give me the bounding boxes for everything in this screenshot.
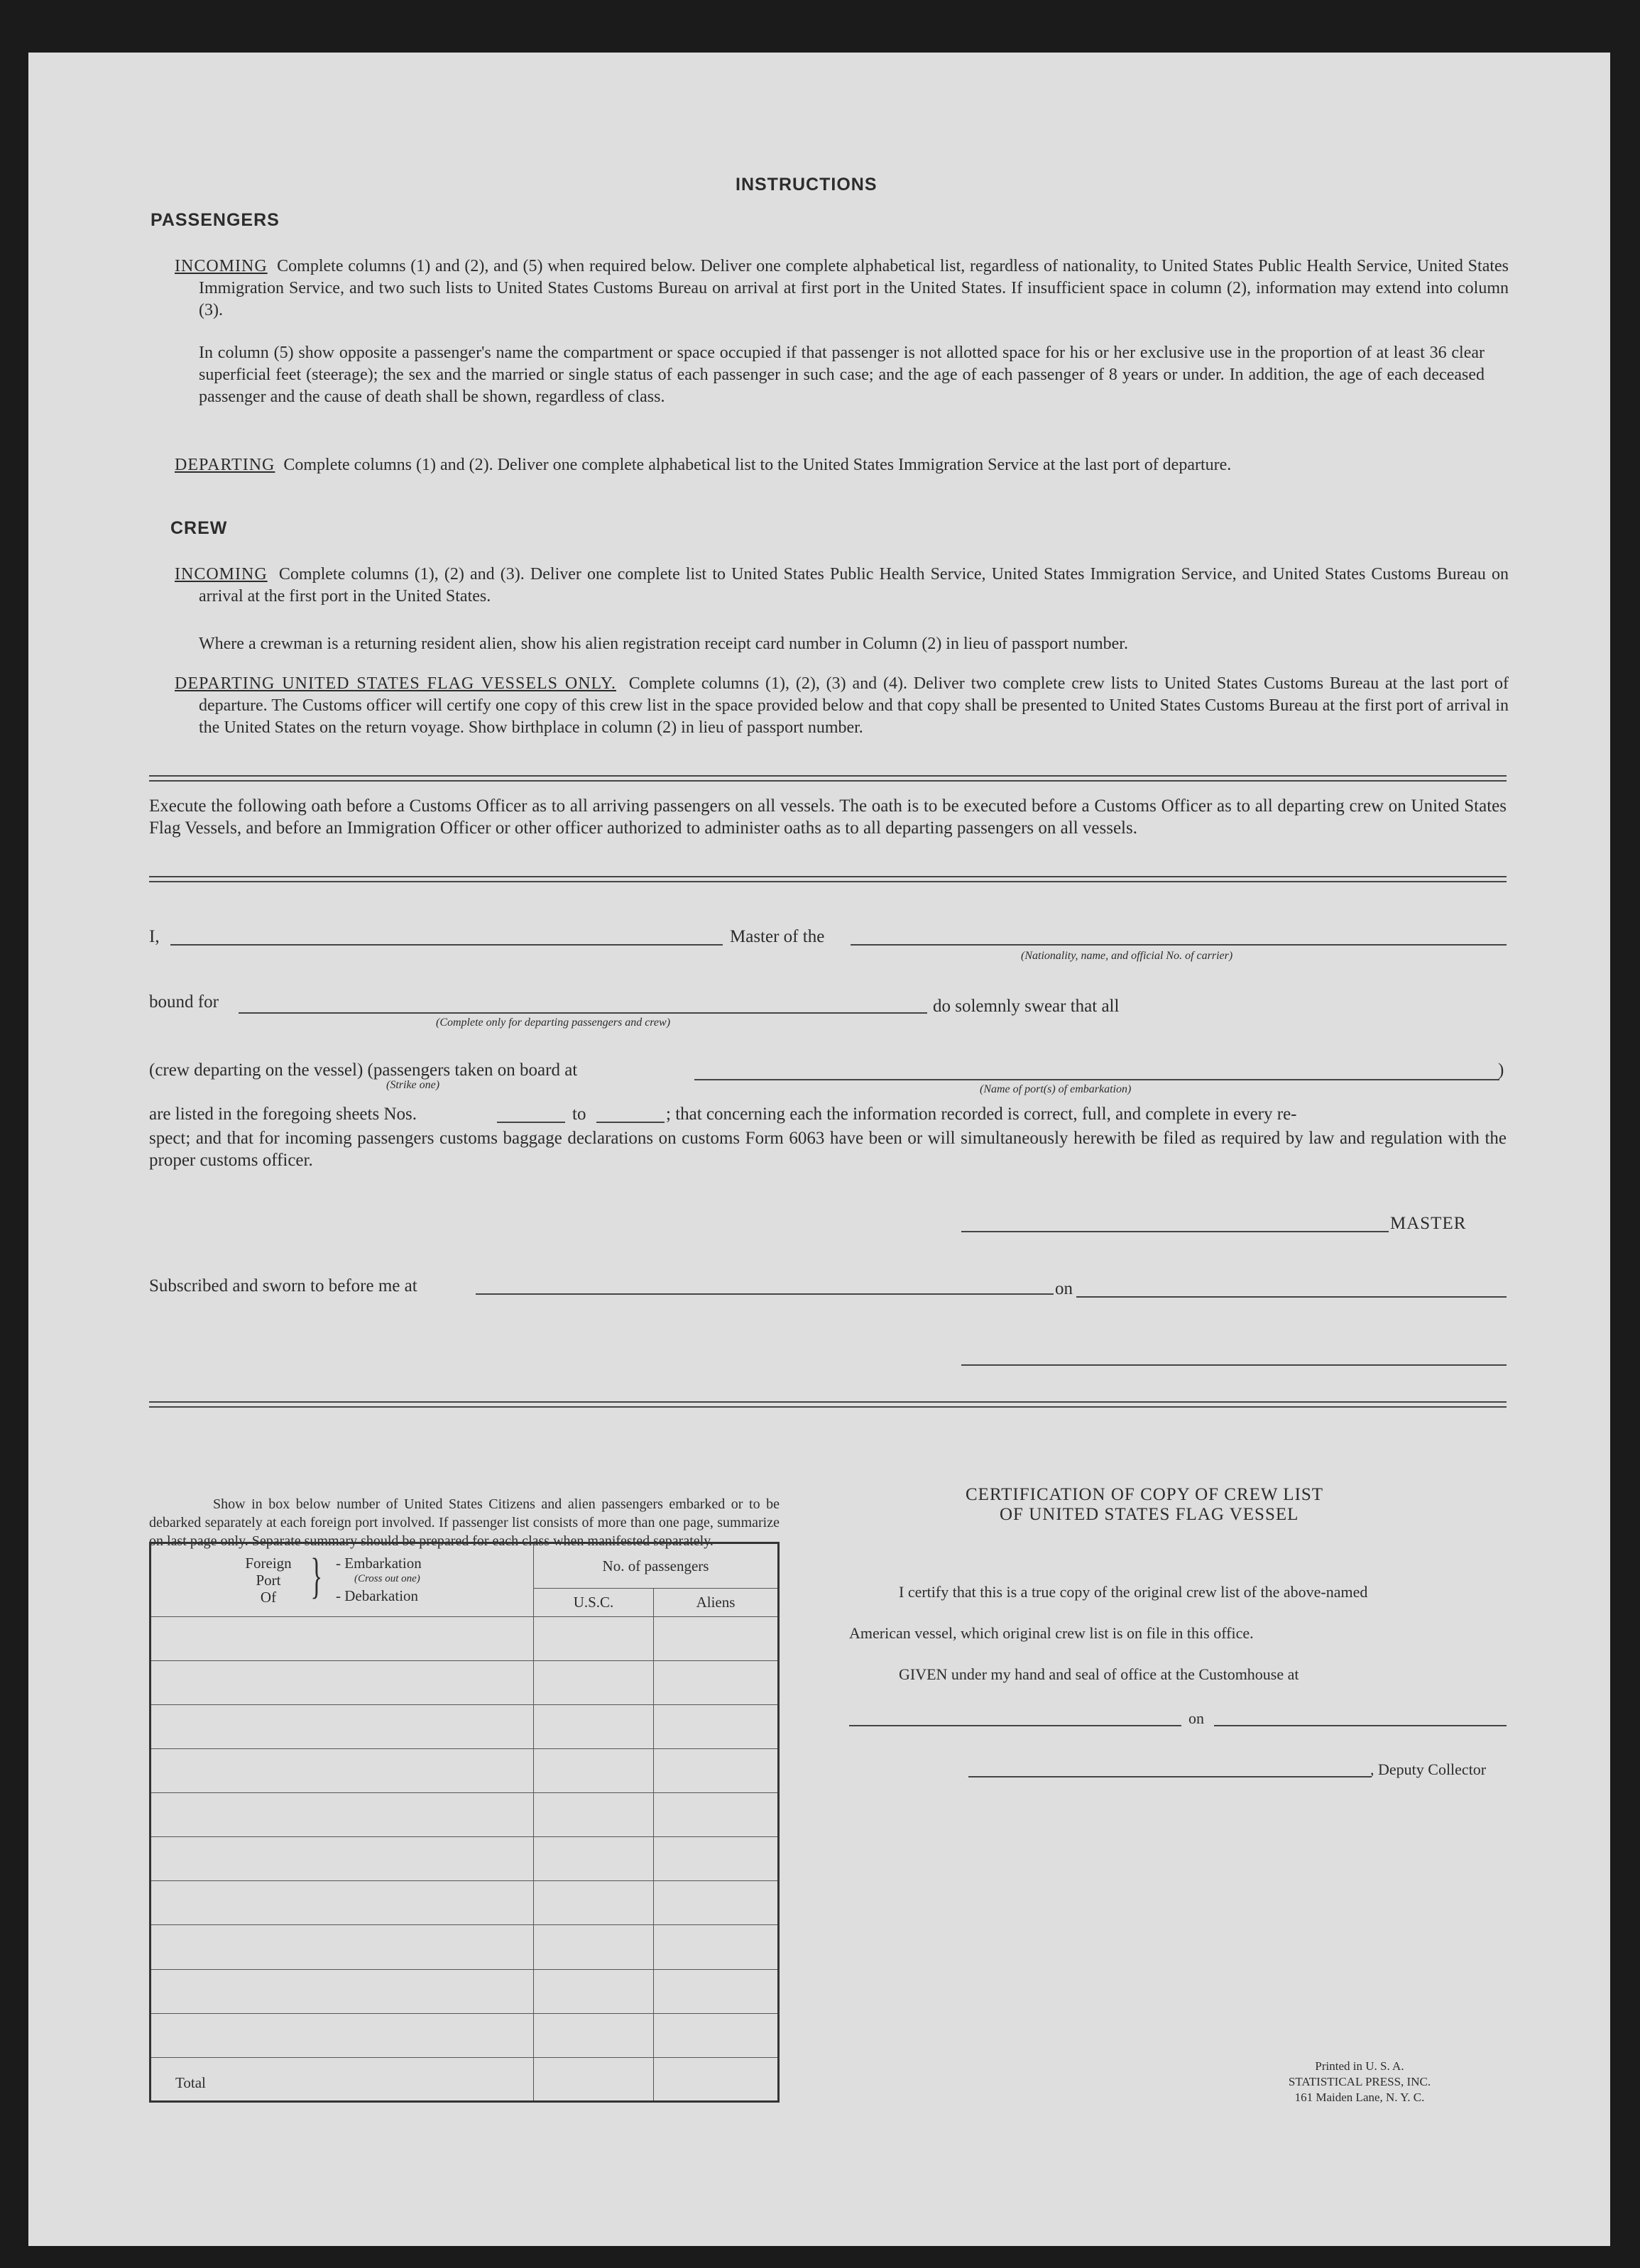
master-name-field[interactable] bbox=[170, 944, 723, 946]
section-divider bbox=[149, 775, 1507, 782]
certification-line-1: I certify that this is a true copy of the original crew list of the above-named bbox=[899, 1583, 1368, 1601]
sheet-from-field[interactable] bbox=[497, 1122, 565, 1123]
listed-to-label: to bbox=[572, 1105, 586, 1124]
passengers-incoming-instruction bbox=[175, 256, 1509, 322]
crew-heading: CREW bbox=[170, 518, 228, 538]
crew-incoming-text: Complete columns (1), (2) and (3). Deliver one complete list to United States Public Health Service, United States Immigration Service, and United States Customs Bureau on arrival at the first port in the United States. bbox=[199, 565, 1509, 606]
certification-title-2: OF UNITED STATES FLAG VESSEL bbox=[1000, 1505, 1299, 1524]
aliens-cell[interactable] bbox=[654, 2013, 779, 2057]
deputy-collector-signature-field[interactable] bbox=[968, 1776, 1372, 1777]
aliens-cell[interactable] bbox=[654, 1837, 779, 1881]
usc-cell[interactable] bbox=[534, 1660, 654, 1704]
usc-cell[interactable] bbox=[534, 1616, 654, 1660]
crew-incoming-instruction bbox=[175, 564, 1509, 608]
swear-text: do solemnly swear that all bbox=[933, 997, 1120, 1016]
table-row[interactable] bbox=[151, 1616, 534, 1660]
table-row[interactable] bbox=[151, 2013, 534, 2057]
usc-total-cell[interactable] bbox=[534, 2057, 654, 2101]
passengers-departing-text: Complete columns (1) and (2). Deliver one complete alphabetical list to the United States Immigration Service at the last port of departure. bbox=[283, 456, 1232, 474]
certification-line-3: GIVEN under my hand and seal of office at the Customhouse at bbox=[899, 1665, 1299, 1683]
form-page bbox=[28, 53, 1610, 2246]
aliens-header: Aliens bbox=[654, 1589, 779, 1616]
table-row[interactable] bbox=[151, 1837, 534, 1881]
strike-one-caption: (Strike one) bbox=[386, 1079, 440, 1091]
complete-only-caption: (Complete only for departing passengers and crew) bbox=[436, 1017, 671, 1029]
usc-cell[interactable] bbox=[534, 1925, 654, 1969]
aliens-cell[interactable] bbox=[654, 1705, 779, 1749]
usc-cell[interactable] bbox=[534, 1969, 654, 2013]
oath-instruction: Execute the following oath before a Customs Officer as to all arriving passengers on all vessels. The oath is to be executed before a Customs Officer as to all departing crew on United States Flag Vessels, and before an Immigration Officer or other officer authorized to administer oaths as to all departing passengers on all vessels. bbox=[149, 796, 1507, 838]
crew-incoming-label: INCOMING bbox=[175, 565, 268, 584]
listed-text-rest: spect; and that for incoming passengers customs baggage declarations on customs Form 6063 have been or will simultaneously herewith be filed as required by law and regulation with the proper customs officer. bbox=[149, 1129, 1507, 1170]
table-row[interactable] bbox=[151, 1925, 534, 1969]
printer-imprint: Printed in U. S. A. STATISTICAL PRESS, INC. 161 Maiden Lane, N. Y. C. bbox=[1288, 2059, 1431, 2104]
crew-passengers-text: (crew departing on the vessel) (passengers taken on board at bbox=[149, 1061, 578, 1080]
crew-resident-instruction: Where a crewman is a returning resident alien, show his alien registration receipt card number in Column (2) in lieu of passport number. bbox=[199, 635, 1128, 653]
section-divider bbox=[149, 876, 1507, 882]
master-signature-field[interactable] bbox=[961, 1231, 1389, 1232]
table-row[interactable] bbox=[151, 1749, 534, 1793]
customhouse-field[interactable] bbox=[849, 1725, 1181, 1726]
table-row[interactable] bbox=[151, 1881, 534, 1925]
certification-line-2: American vessel, which original crew list is on file in this office. bbox=[849, 1624, 1254, 1642]
total-label: Total bbox=[151, 2057, 534, 2101]
foreign-port-of-label: Foreign Port Of bbox=[245, 1554, 292, 1606]
oath-i-label: I, bbox=[149, 927, 160, 946]
cross-out-caption: (Cross out one) bbox=[354, 1572, 420, 1584]
no-passengers-header: No. of passengers bbox=[534, 1543, 779, 1589]
bound-for-label: bound for bbox=[149, 992, 219, 1012]
nationality-caption: (Nationality, name, and official No. of carrier) bbox=[1021, 950, 1233, 962]
brace-icon: } bbox=[310, 1548, 323, 1604]
certification-date-field[interactable] bbox=[1214, 1725, 1507, 1726]
name-of-ports-caption: (Name of port(s) of embarkation) bbox=[980, 1083, 1132, 1095]
usc-cell[interactable] bbox=[534, 1793, 654, 1837]
usc-cell[interactable] bbox=[534, 2013, 654, 2057]
passenger-summary-table bbox=[149, 1542, 780, 2103]
certification-title-1: CERTIFICATION OF COPY OF CREW LIST bbox=[966, 1485, 1324, 1504]
master-of-label: Master of the bbox=[730, 927, 825, 946]
aliens-cell[interactable] bbox=[654, 1793, 779, 1837]
aliens-cell[interactable] bbox=[654, 1660, 779, 1704]
crew-departing-text: Complete columns (1), (2), (3) and (4). Deliver two complete crew lists to United States Customs Bureau at the last port of departure. The Customs officer will certify one copy of this crew list in the space provided below and that copy shall be presented to United States Customs Bureau at the first port of arrival in the United States on the return voyage. Show birthplace in column (2) in lieu of passport number. bbox=[199, 674, 1509, 737]
sworn-on-label: on bbox=[1055, 1279, 1073, 1298]
usc-cell[interactable] bbox=[534, 1749, 654, 1793]
page-title: INSTRUCTIONS bbox=[736, 175, 878, 195]
debarkation-label[interactable]: - Debarkation bbox=[336, 1587, 419, 1604]
master-label: MASTER bbox=[1390, 1214, 1467, 1233]
usc-cell[interactable] bbox=[534, 1837, 654, 1881]
table-row[interactable] bbox=[151, 1969, 534, 2013]
passengers-departing-label: DEPARTING bbox=[175, 456, 275, 474]
aliens-cell[interactable] bbox=[654, 1969, 779, 2013]
sheet-to-field[interactable] bbox=[596, 1122, 665, 1123]
embarkation-ports-field[interactable] bbox=[694, 1079, 1499, 1080]
aliens-cell[interactable] bbox=[654, 1749, 779, 1793]
listed-text-b: ; that concerning each the information recorded is correct, full, and complete in every re- bbox=[666, 1105, 1297, 1124]
crew-departing-instruction bbox=[175, 673, 1509, 739]
deputy-collector-label: , Deputy Collector bbox=[1370, 1760, 1487, 1778]
table-row[interactable] bbox=[151, 1793, 534, 1837]
closing-paren: ) bbox=[1498, 1061, 1504, 1080]
aliens-cell[interactable] bbox=[654, 1616, 779, 1660]
port-header-cell bbox=[151, 1543, 534, 1617]
table-row[interactable] bbox=[151, 1660, 534, 1704]
passengers-heading: PASSENGERS bbox=[151, 210, 280, 230]
subscribed-label: Subscribed and sworn to before me at bbox=[149, 1276, 417, 1295]
crew-departing-label: DEPARTING UNITED STATES FLAG VESSELS ONLY. bbox=[175, 674, 617, 693]
usc-cell[interactable] bbox=[534, 1881, 654, 1925]
certification-on-label: on bbox=[1188, 1709, 1204, 1727]
sworn-location-field[interactable] bbox=[476, 1293, 1054, 1295]
passengers-incoming-text: Complete columns (1) and (2), and (5) when required below. Deliver one complete alphabetical list, regardless of nationality, to United States Public Health Service, United States Immigration Service, and two such lists to United States Customs Bureau on arrival at first port in the United States. If insufficient space in column (2), information may extend into column (3). bbox=[199, 257, 1509, 319]
usc-cell[interactable] bbox=[534, 1705, 654, 1749]
aliens-cell[interactable] bbox=[654, 1881, 779, 1925]
summary-instructions: Show in box below number of United States Citizens and alien passengers embarked or to be debarked separately at each foreign port involved. If passenger list consists of more than one page, summarize on last page only. Separate summary should be prepared for each class when manifested separately. bbox=[149, 1496, 780, 1549]
listed-text-a: are listed in the foregoing sheets Nos. bbox=[149, 1105, 417, 1124]
officer-signature-field[interactable] bbox=[961, 1364, 1507, 1366]
table-row[interactable] bbox=[151, 1705, 534, 1749]
passengers-incoming-label: INCOMING bbox=[175, 257, 268, 275]
embarkation-label[interactable]: - Embarkation bbox=[336, 1554, 422, 1572]
passengers-column5-instruction: In column (5) show opposite a passenger's name the compartment or space occupied if that passenger is not allotted space for his or her exclusive use in the proportion of at least 36 clear superficial feet (steerage); the sex and the married or single status of each passenger in such case; and the age of each passenger of 8 years or under. In addition, the age of each deceased passenger and the cause of death shall be shown, regardless of class. bbox=[199, 344, 1485, 406]
sworn-date-field[interactable] bbox=[1076, 1296, 1507, 1298]
usc-header: U.S.C. bbox=[534, 1589, 654, 1616]
aliens-cell[interactable] bbox=[654, 1925, 779, 1969]
section-divider bbox=[149, 1401, 1507, 1408]
aliens-total-cell[interactable] bbox=[654, 2057, 779, 2101]
bound-for-field[interactable] bbox=[239, 1012, 927, 1014]
carrier-field[interactable] bbox=[851, 944, 1507, 946]
passengers-departing-instruction bbox=[175, 454, 1509, 476]
